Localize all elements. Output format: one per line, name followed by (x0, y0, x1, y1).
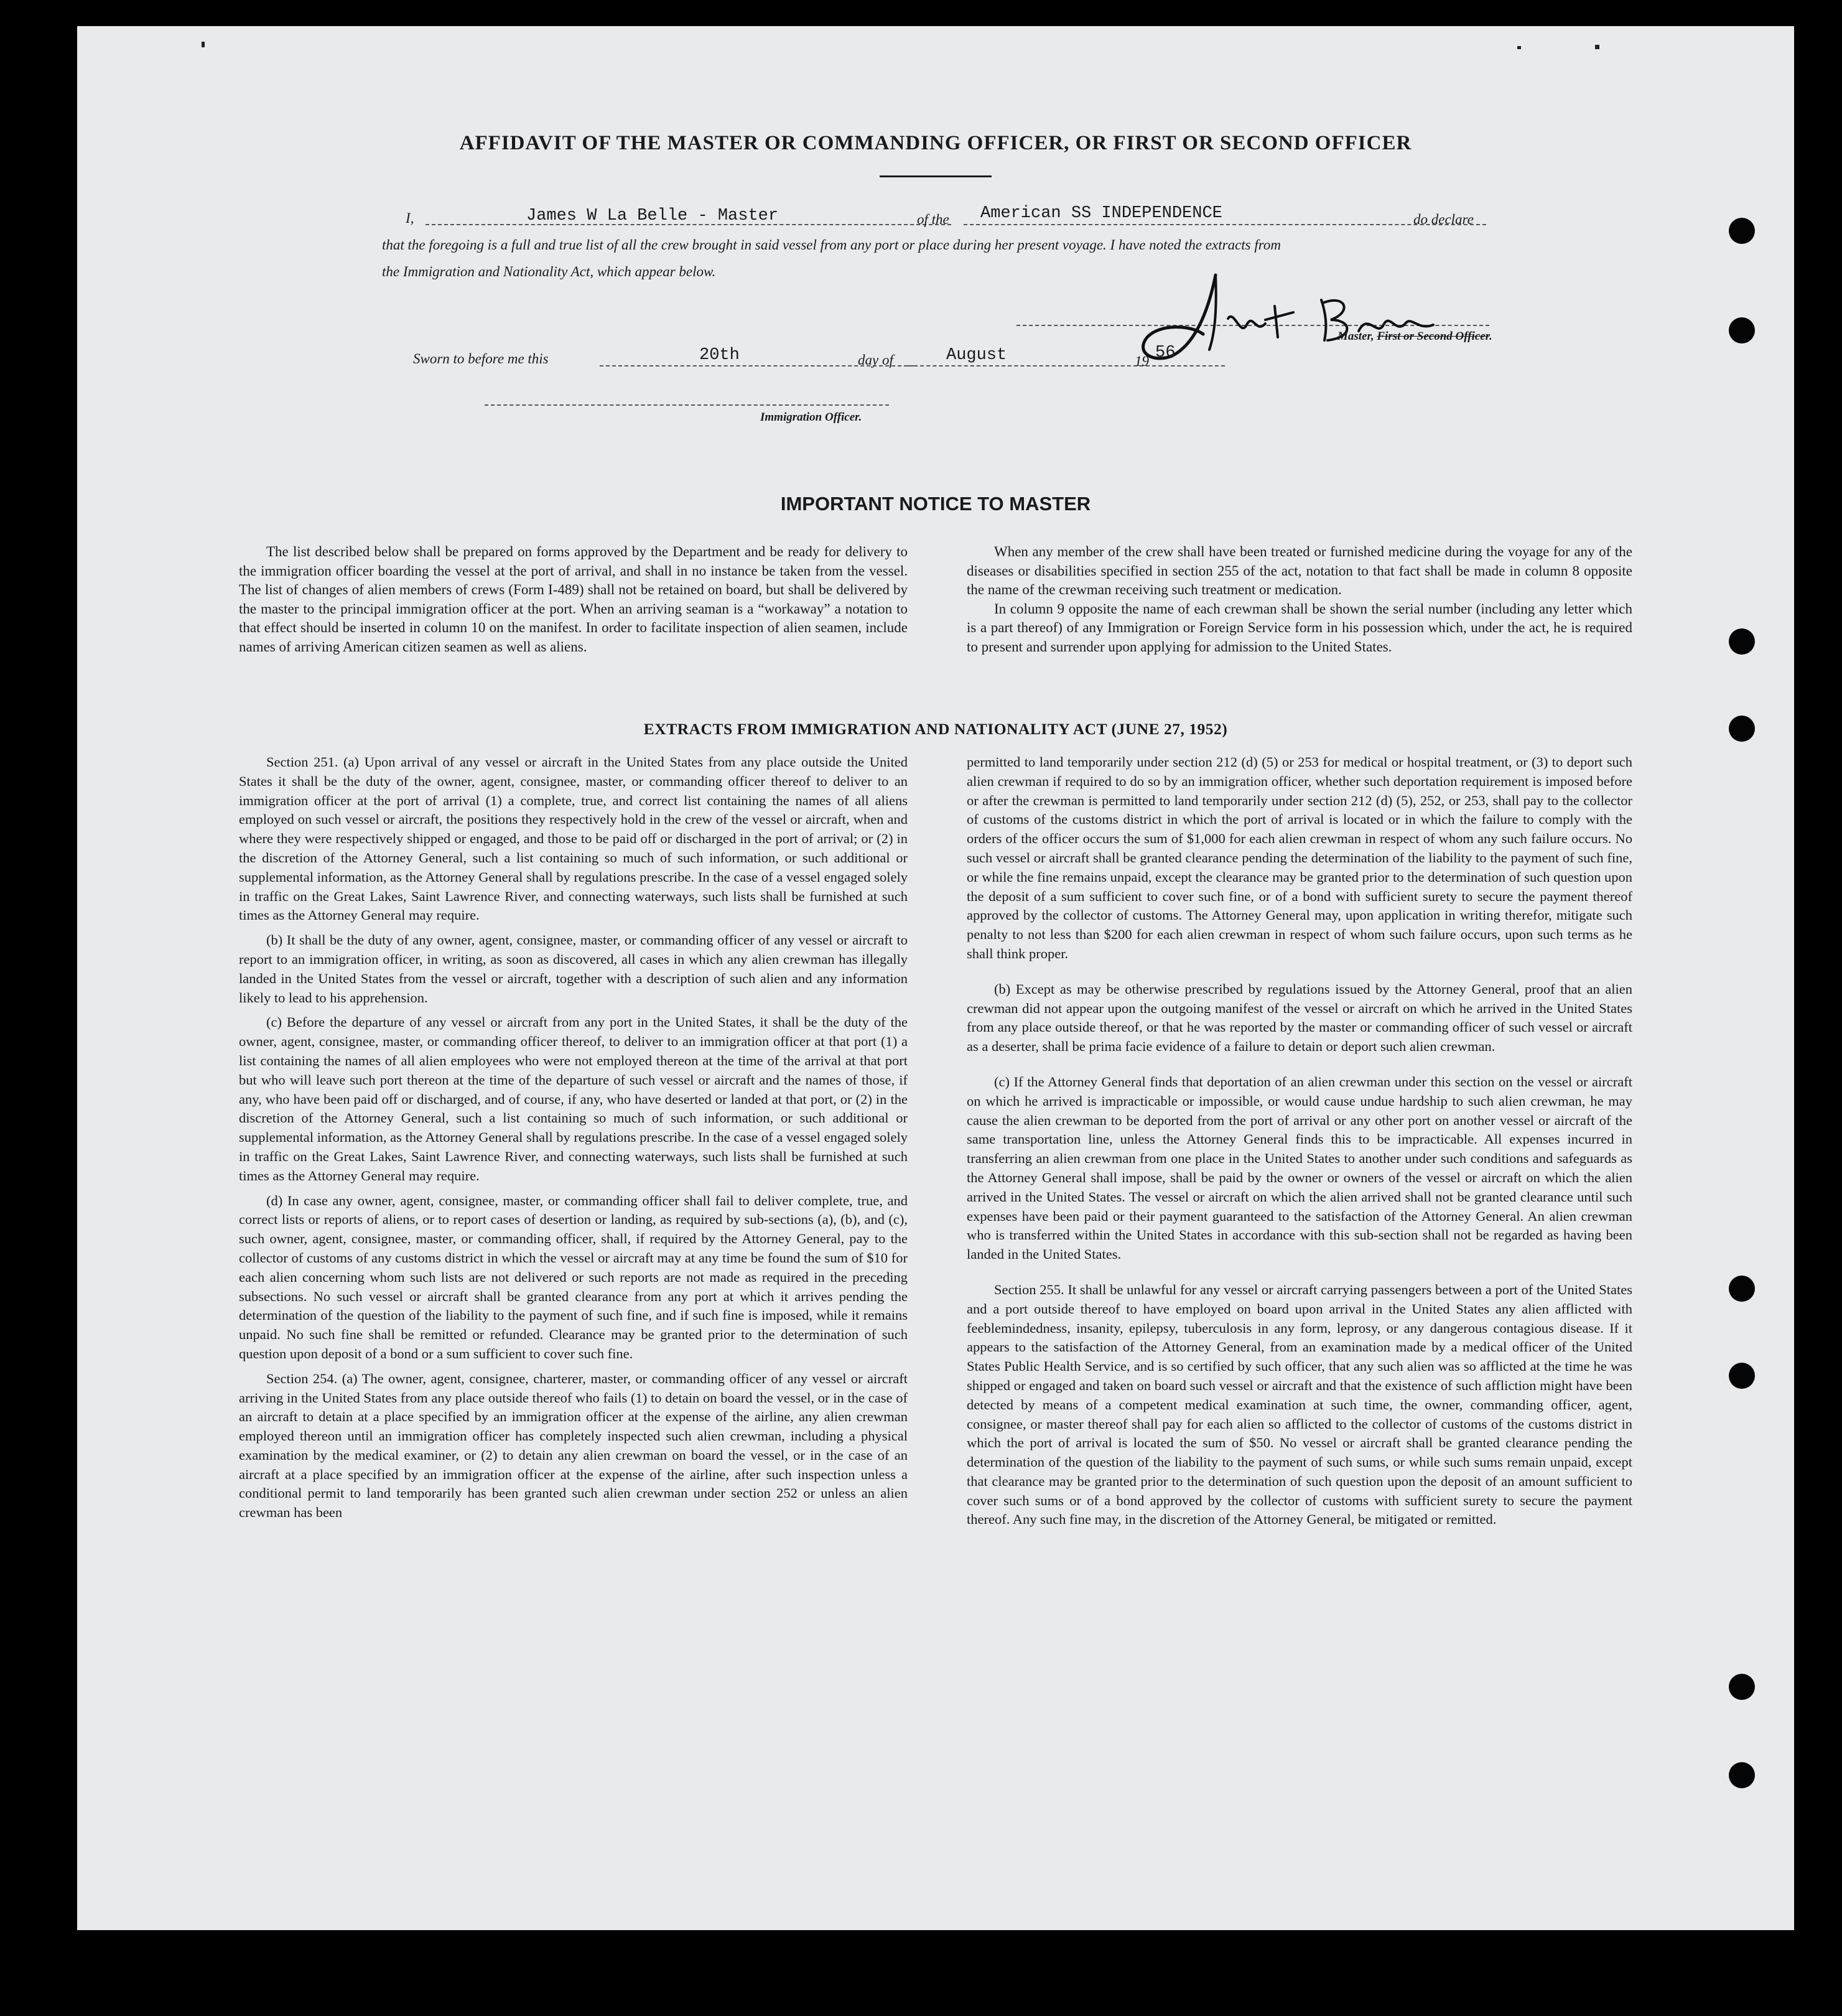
notice-right-paragraph-1: When any member of the crew shall have been treated or furnished medicine during the voyage for any of the diseases or disabilities specified in section 255 of the act, notation to that fact shall be made in column 8 opposite the name of the crewman receiving such treatment or medication. (967, 544, 1632, 597)
signer-label-struck: First or Second Officer (1377, 330, 1490, 343)
signer-label-master: Master, (1337, 330, 1377, 343)
day-field: 20th (699, 346, 740, 365)
binder-hole (1729, 716, 1755, 742)
binder-hole (1729, 628, 1755, 655)
section-255: Section 255. It shall be unlawful for any vessel or aircraft carrying passengers between a port of the United States and a port outside thereof to have employed on board upon arrival in the United States any alien afflicted with feeblemindedness, insanity, epilepsy, tuberculosis in any form, leprosy, or any dangerous contagious disease. If it appears to the satisfaction of the Attorney General, from an examination made by a medical officer of the United States Public Health Service, and is so certified by such officer, that any such alien was so afflicted at the time he was shipped or engaged and taken on board such vessel or aircraft and that the existence of such affliction might have been detected by means of a competent medical examination at such time, the owner, commanding officer, agent, consignee, or master thereof shall pay for each alien so afflicted to the collector of customs of the customs district in which the port of arrival is located the sum of $50. No vessel or aircraft shall be granted clearance pending the determination of the question of the liability to the payment of such sums, or while such sums remain unpaid, except that clearance may be granted prior to the determination of such question upon the deposit of an amount sufficient to cover such sums or of a bond approved by the collector of customs with sufficient surety to secure the payment thereof. Any such fine may, in the discretion of the Attorney General, be mitigated or remitted. (967, 1281, 1632, 1528)
do-declare-label: do declare (1413, 212, 1474, 227)
notice-title: IMPORTANT NOTICE TO MASTER (780, 493, 1091, 515)
extracts-title: EXTRACTS FROM IMMIGRATION AND NATIONALITY ACT (JUNE 27, 1952) (643, 720, 1228, 738)
declaration-line-2: the Immigration and Nationality Act, which appear below. (382, 264, 716, 279)
title-divider (880, 175, 992, 177)
scan-speck (1517, 46, 1521, 49)
section-251-b: (b) It shall be the duty of any owner, agent, consignee, master, or commanding officer of any vessel or aircraft to report to an immigration officer, in writing, as soon as discovered, all cases in which any alien crewman has illegally landed in the United States from the vessel or aircraft, together with a description of such alien and any information likely to lead to his apprehension. (239, 932, 908, 1006)
month-line (908, 365, 1225, 366)
section-254-a-continued: permitted to land temporarily under section 212 (d) (5) or 253 for medical or hospital treatment, or (3) to deport such alien crewman if required to do so by an immigration officer, whether such deportation requirement is imposed before or after the crewman is permitted to land temporarily under section 212 (d) (5), 252, or 253, shall pay to the collector of customs of the customs district in which the port of arrival is located or in which the failure to comply with the orders of the officer occurs the sum of $1,000 for each alien crewman in respect of whom any such failure occurs. No such vessel or aircraft shall be granted clearance pending the determination of the liability to the payment of such fine, or while the fine remains unpaid, except the clearance may be granted prior to the determination of such question upon the deposit of a sum sufficient to cover such fine, or of a bond with sufficient surety to secure the payment thereof approved by the collector of customs. The Attorney General may, upon application in writing therefor, mitigate such penalty to not less than $200 for each alien crewman in respect of whom such failure occurs, upon such terms as he shall think proper. (967, 754, 1632, 961)
notice-left-column (239, 543, 908, 656)
extracts-left-column (239, 753, 908, 1528)
immigration-officer-line (485, 404, 889, 406)
notice-left-paragraph: The list described below shall be prepared on forms approved by the Department and be ready for delivery to the immigration officer boarding the vessel at the port of arrival, and shall in no instance be taken from the vessel. The list of changes of alien members of crews (Form I-489) shall not be retained on board, but shall be delivered by the master to the principal immigration officer at the port. When an arriving seaman is a “workaway” a notation to that effect should be inserted in column 10 on the manifest. In order to facilitate inspection of alien seamen, include names of arriving American citizen seamen as well as aliens. (239, 544, 908, 655)
binder-hole (1729, 317, 1755, 343)
binder-hole (1729, 1674, 1755, 1700)
section-254-a: Section 254. (a) The owner, agent, consignee, charterer, master, or commanding officer of any vessel or aircraft arriving in the United States from any place outside thereof who fails (1) to detain on board the vessel, or in the case of an aircraft to detain at a place specified by an immigration officer at the expense of the airline, any alien crewman employed thereon until an immigration officer has completely inspected such alien crewman, including a physical examination by the medical examiner, or (2) to detain any alien crewman on board the vessel, or in the case of an aircraft at a place specified by an immigration officer at the expense of the airline, after such inspection unless a conditional permit to land temporarily has been granted such alien crewman under section 252 or unless an alien crewman has been (239, 1370, 908, 1521)
section-251-a: Section 251. (a) Upon arrival of any vessel or aircraft in the United States from any place outside the United States it shall be the duty of the owner, agent, consignee, master, or commanding officer thereof to deliver to an immigration officer at the port of arrival (1) a complete, true, and correct list containing the names of all aliens employed on such vessel or aircraft, the positions they respectively hold in the crew of the vessel or aircraft, when and where they were respectively shipped or engaged, and those to be paid off or discharged in the port of arrival; or (2) in the discretion of the Attorney General, such a list containing so much of such information, or such additional or supplemental information, as the Attorney General shall by regulations prescribe. In the case of a vessel engaged solely in traffic on the Great Lakes, Saint Lawrence River, and connecting waterways, such lists shall be furnished at such times as the Attorney General may require. (239, 754, 908, 923)
scan-speck (1595, 45, 1599, 49)
vessel-line (964, 224, 1486, 225)
vessel-field: American SS INDEPENDENCE (980, 204, 1222, 223)
affidavit-title: AFFIDAVIT OF THE MASTER OR COMMANDING OFFICER, OR FIRST OR SECOND OFFICER (459, 132, 1412, 154)
month-field: August (946, 346, 1007, 365)
year-field: 56 (1155, 343, 1176, 362)
section-251-d: (d) In case any owner, agent, consignee, master, or commanding officer shall fail to deliver complete, true, and correct lists or reports of aliens, or to report cases of desertion or landing, as required by sub-sections (a), (b), and (c), such owner, agent, consignee, master, or commanding officer, shall, if required by the Attorney General, pay to the collector of customs of any customs district in which the vessel or aircraft may at any time be found the sum of $10 for each alien concerning whom such lists are not delivered or such reports are not made as required in the preceding subsections. No such vessel or aircraft shall be granted clearance from any port at which it arrives pending the determination of the question of the liability to the payment of such fine, and if such fine is imposed, while it remains unpaid. No such fine shall be remitted or refunded. Clearance may be granted prior to the determination of such question upon deposit of a bond or a sum sufficient to cover such fine. (239, 1192, 908, 1361)
extracts-right-column (967, 753, 1632, 1535)
binder-hole (1729, 1363, 1755, 1389)
signer-label-period: . (1489, 330, 1492, 343)
section-254-b: (b) Except as may be otherwise prescribed by regulations issued by the Attorney General, proof that an alien crewman did not appear upon the outgoing manifest of the vessel or aircraft on which he arrived in the United States from any place outside thereof, or that he was reported by the master or commanding officer of such vessel or aircraft as a deserter, shall be prima facie evidence of a failure to detain or deport such alien crewman. (967, 981, 1632, 1055)
immigration-officer-label: Immigration Officer. (760, 411, 862, 424)
of-the-label: of the (917, 212, 949, 227)
scan-speck (202, 42, 205, 47)
notice-right-column (967, 543, 1632, 656)
section-251-c: (c) Before the departure of any vessel or aircraft from any port in the United States, it shall be the duty of the owner, agent, consignee, master, or commanding officer thereof, to deliver to an immigration officer at that port (1) a list containing the names of all alien employees who were not employed thereon at the time of the arrival at that port but who will leave such port thereon at the time of the departure of such vessel or aircraft and the names of those, if any, who have been paid off or discharged, and of course, if any, who have deserted or landed at that port, or (2) in the discretion of the Attorney General, such a list containing so much of such information, or such additional or supplemental information, as the Attorney General shall by regulations prescribe. In the case of a vessel engaged solely in traffic on the Great Lakes, Saint Lawrence River, and connecting waterways, such lists shall be furnished at such times as the Attorney General may require. (239, 1014, 908, 1183)
declaration-line-1: that the foregoing is a full and true list of all the crew brought in said vessel from any port or place during her present voyage. I have noted the extracts from (382, 237, 1281, 253)
sworn-label: Sworn to before me this (413, 351, 549, 366)
notice-right-paragraph-2: In column 9 opposite the name of each crewman shall be shown the serial number (including any letter which is a part thereof) of any Immigration or Foreign Service form in his possession which, under the act, he is required to present and surrender upon applying for admission to the United States. (967, 600, 1632, 655)
name-field: James W La Belle - Master (526, 207, 779, 225)
day-of-label: day of (858, 352, 893, 368)
year-prefix: 19 (1135, 353, 1149, 369)
binder-hole (1729, 1276, 1755, 1302)
document-page (77, 26, 1794, 1930)
signer-title-label (1337, 330, 1492, 343)
section-254-c: (c) If the Attorney General finds that deportation of an alien crewman under this section on the vessel or aircraft on which he arrived is impracticable or impossible, or would cause undue hardship to such alien crewman, he may cause the alien crewman to be deported from the port of arrival or any other port on another vessel or aircraft of the same transportation line, unless the Attorney General finds this to be impracticable. All expenses incurred in transferring an alien crewman from one place in the United States to another under such conditions and safeguards as the Attorney General shall impose, shall be paid by the owner or owners of the vessel or aircraft on which the alien arrived in the United States. The vessel or aircraft on which the alien arrived shall not be granted clearance until such expenses have been paid or their payment guaranteed to the satisfaction of the Attorney General. An alien crewman who is transferred within the United States in accordance with this sub-section shall not be regarded as having been landed in the United States. (967, 1073, 1632, 1262)
i-label: I, (406, 210, 414, 226)
binder-hole (1729, 218, 1755, 244)
binder-hole (1729, 1762, 1755, 1788)
